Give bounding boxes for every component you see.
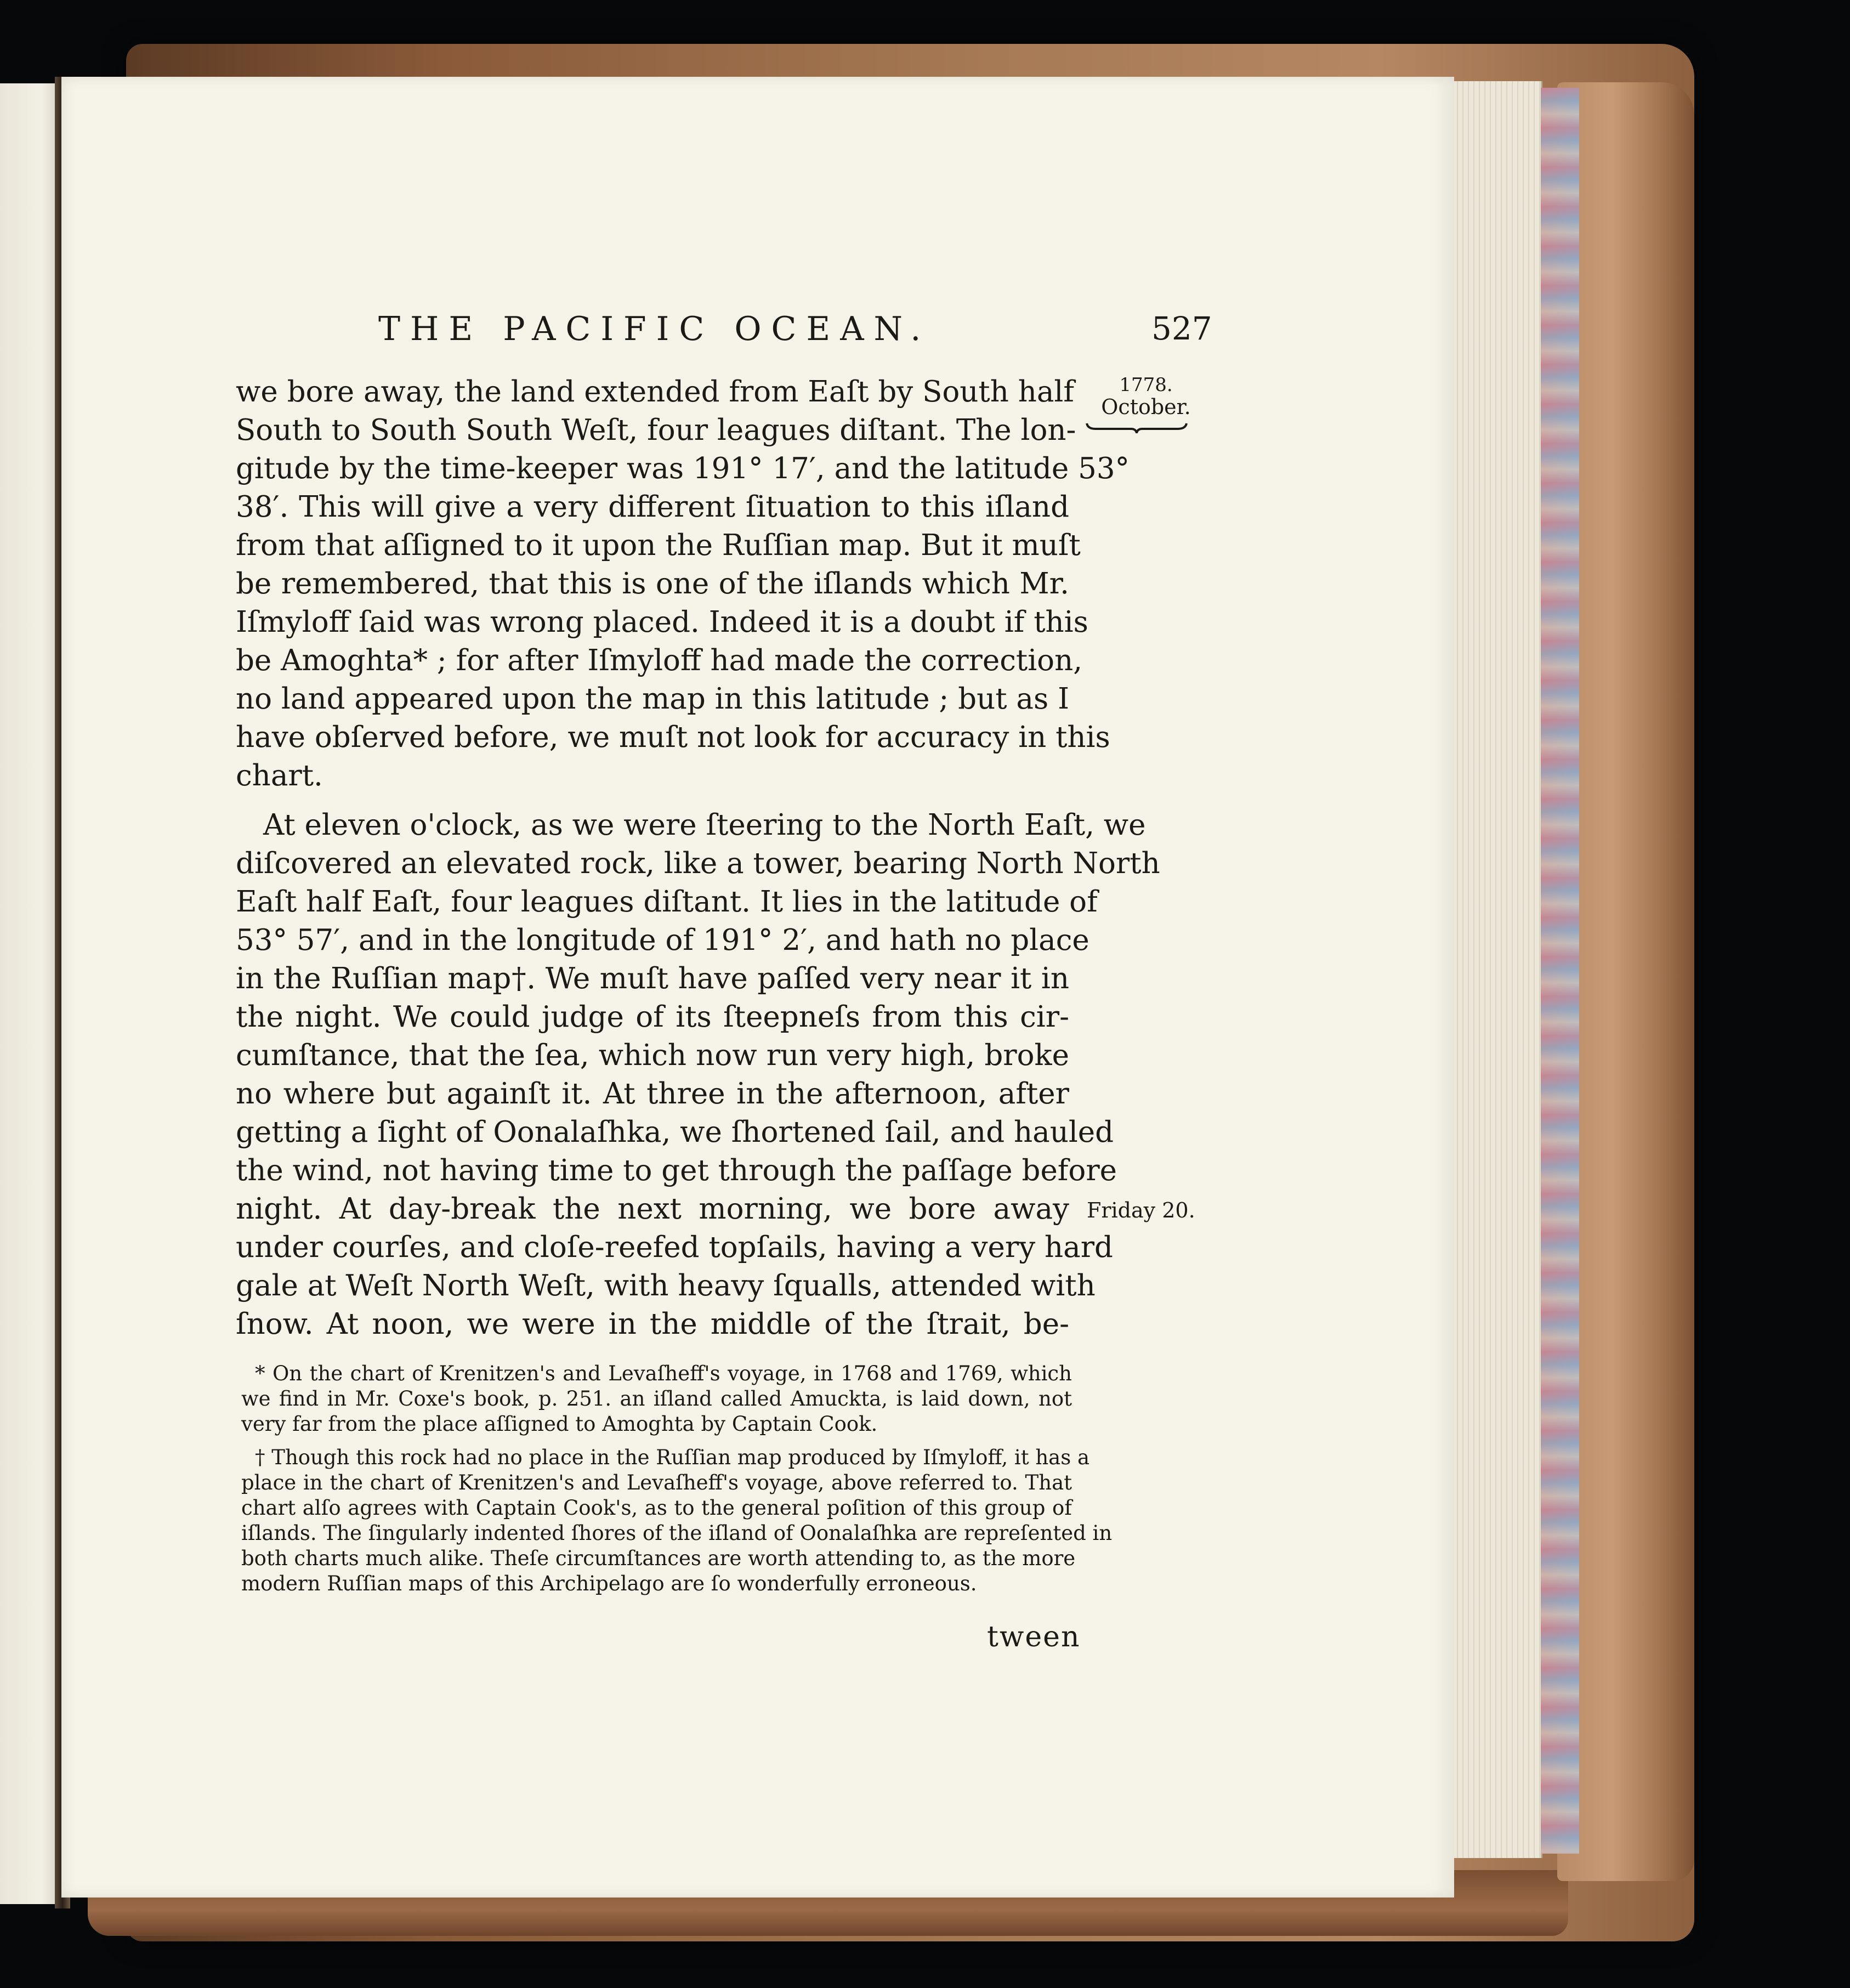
- running-head: THE PACIFIC OCEAN.: [378, 310, 931, 348]
- footnote-line: † Though this rock had no place in the Ruſſian map produced by Iſmyloff, it has a: [255, 1446, 1090, 1469]
- body-line: 53° 57′, and in the longitude of 191° 2′, and hath no place: [236, 924, 1089, 957]
- margin-note-year: 1778.: [1119, 374, 1173, 396]
- body-line: Eaſt half Eaſt, four leagues diſtant. It lies in the latitude of: [236, 885, 1098, 919]
- catchword: tween: [987, 1621, 1081, 1653]
- body-line: ſnow. At noon, we were in the middle of the ſtrait, be-: [236, 1307, 1069, 1341]
- footnote-line: both charts much alike. Theſe circumſtances are worth attending to, as the more: [241, 1547, 1076, 1570]
- left-page: [0, 83, 60, 1904]
- footnote-line: iſlands. The ſingularly indented ſhores of the iſland of Oonalaſhka are repreſented in: [241, 1521, 1113, 1545]
- body-line: be remembered, that this is one of the iſlands which Mr.: [236, 567, 1069, 601]
- body-line: At eleven o'clock, as we were ſteering to the North Eaſt, we: [263, 808, 1146, 842]
- body-line: cumſtance, that the ſea, which now run very high, broke: [236, 1039, 1069, 1072]
- footnote-line: * On the chart of Krenitzen's and Levaſheff's voyage, in 1768 and 1769, which: [255, 1362, 1072, 1385]
- brace-icon: [1085, 421, 1189, 433]
- body-line: from that aſſigned to it upon the Ruſſian map. But it muſt: [236, 529, 1081, 562]
- body-line: we bore away, the land extended from Eaſt by South half: [236, 375, 1075, 409]
- body-line: chart.: [236, 759, 323, 792]
- body-line: gale at Weſt North Weſt, with heavy ſqualls, attended with: [236, 1269, 1096, 1302]
- body-line: Iſmyloff ſaid was wrong placed. Indeed it is a doubt if this: [236, 605, 1088, 639]
- margin-note-day: Friday 20.: [1087, 1198, 1195, 1222]
- body-line: night. At day-break the next morning, we bore away: [236, 1192, 1069, 1226]
- body-line: no land appeared upon the map in this latitude ; but as I: [236, 682, 1069, 716]
- body-line: no where but againſt it. At three in the afternoon, after: [236, 1077, 1069, 1111]
- footnote-line: very far from the place aſſigned to Amoghta by Captain Cook.: [241, 1412, 878, 1436]
- margin-note-month: October.: [1101, 395, 1191, 419]
- footnote-line: modern Ruſſian maps of this Archipelago are ſo wonderfully erroneous.: [241, 1572, 977, 1595]
- body-line: the night. We could judge of its ſteepneſs from this cir-: [236, 1000, 1069, 1034]
- body-line: have obſerved before, we muſt not look for accuracy in this: [236, 721, 1110, 754]
- footnote-line: we find in Mr. Coxe's book, p. 251. an iſland called Amuckta, is laid down, not: [241, 1387, 1072, 1411]
- footnote-line: place in the chart of Krenitzen's and Levaſheff's voyage, above referred to. That: [241, 1471, 1072, 1494]
- marbled-edge: [1541, 88, 1579, 1854]
- body-line: getting a ſight of Oonalaſhka, we ſhortened ſail, and hauled: [236, 1115, 1114, 1149]
- body-line: in the Ruſſian map†. We muſt have paſſed very near it in: [236, 962, 1069, 995]
- body-line: gitude by the time-keeper was 191° 17′, and the latitude 53°: [236, 452, 1130, 485]
- body-line: be Amoghta* ; for after Iſmyloff had made the correction,: [236, 644, 1083, 677]
- body-line: the wind, not having time to get through the paſſage before: [236, 1154, 1117, 1187]
- body-line: 38′. This will give a very different ſituation to this iſland: [236, 490, 1069, 524]
- body-line: under courſes, and cloſe-reefed topſails, having a very hard: [236, 1231, 1113, 1264]
- page-number: 527: [1151, 310, 1212, 347]
- body-line: South to South South Weſt, four leagues diſtant. The lon-: [236, 414, 1076, 447]
- body-line: diſcovered an elevated rock, like a tower, bearing North North: [236, 847, 1160, 880]
- footnote-line: chart alſo agrees with Captain Cook's, as to the general poſition of this group of: [241, 1496, 1072, 1520]
